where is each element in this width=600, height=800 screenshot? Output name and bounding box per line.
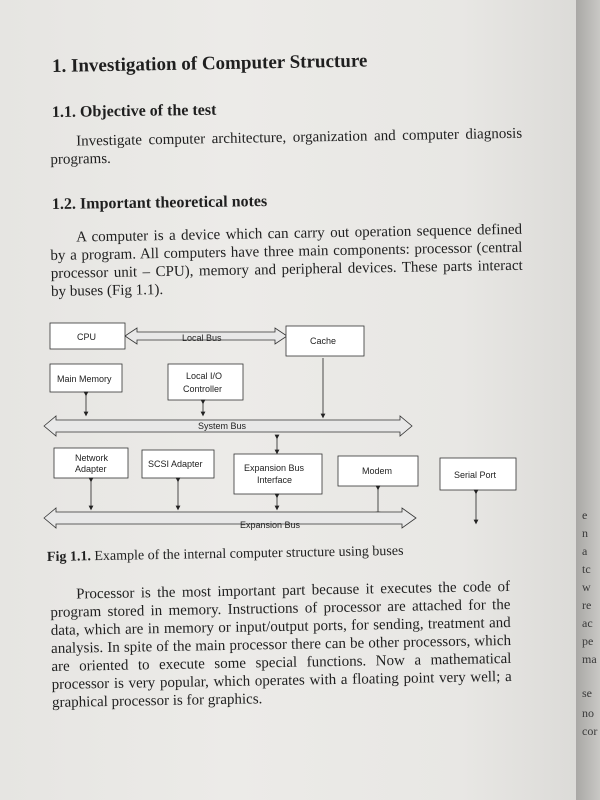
modem-label: Modem <box>362 466 393 476</box>
fragment-10: no <box>582 706 594 720</box>
system-bus-label: System Bus <box>198 421 247 431</box>
fragment-3: tc <box>582 562 591 576</box>
local-io-label-1: Local I/O <box>186 371 223 381</box>
cpu-label: CPU <box>77 332 97 342</box>
section-title: 1. Investigation of Computer Structure <box>51 50 368 77</box>
expansion-interface-label-1: Expansion Bus <box>244 463 305 473</box>
local-bus-label: Local Bus <box>182 333 222 343</box>
local-io-label-2: Controller <box>183 384 223 394</box>
bus-structure-diagram <box>40 318 420 543</box>
processor-paragraph <box>50 578 512 712</box>
notes-paragraph <box>50 221 523 301</box>
main-memory-label: Main Memory <box>57 374 112 384</box>
figure-caption-text: Example of the internal computer structure using buses <box>90 543 404 565</box>
fragment-11: cor <box>582 724 598 738</box>
fragment-9: se <box>582 686 592 700</box>
fragment-2: a <box>582 544 588 558</box>
fragment-8: ma <box>582 652 597 666</box>
figure-label: Fig 1.1. <box>46 549 92 565</box>
fragment-4: w <box>582 580 591 594</box>
network-label-1: Network <box>75 453 109 463</box>
fragment-0: e <box>582 508 588 522</box>
objective-heading: 1.1. Objective of the test <box>51 101 217 121</box>
objective-text: Investigate computer architecture, organization and computer diagnosis programs. <box>50 125 523 168</box>
serial-port-svg <box>420 450 530 530</box>
next-page-edge <box>576 0 600 800</box>
fragment-5: re <box>582 598 592 612</box>
expansion-bus-arrow <box>44 508 416 528</box>
objective-paragraph <box>50 125 523 169</box>
scsi-label: SCSI Adapter <box>148 459 203 469</box>
fragment-1: n <box>582 526 588 540</box>
fragment-7: pe <box>582 634 594 648</box>
local-io-box <box>168 364 243 400</box>
figure-caption <box>47 544 404 566</box>
notes-heading: 1.2. Important theoretical notes <box>51 192 268 213</box>
network-label-2: Adapter <box>75 464 107 474</box>
expansion-interface-label-2: Interface <box>257 475 293 485</box>
serial-port-label: Serial Port <box>454 470 497 480</box>
processor-text: Processor is the most important part because it executes the code of program stored in memory. Instructions of processor are attached for the data, which are in memory or input/output ports, for sending, treatment and analysis. In spite of the main processor there can be other processors, which are oriented to execute some special functions. Now a mathematical processor is very popular, which operates with a floating point very well; a graphical processor is for graphics. <box>50 578 512 711</box>
fragment-6: ac <box>582 616 593 630</box>
cache-label: Cache <box>310 336 337 346</box>
expansion-interface-box <box>234 454 322 494</box>
diagram-svg <box>40 318 420 543</box>
notes-text: A computer is a device which can carry out operation sequence defined by a program. All computers have three main components: processor (central processor unit – CPU), memory and peripheral devices. These parts interact by buses (Fig 1.1). <box>50 221 523 300</box>
expansion-bus-label: Expansion Bus <box>240 520 301 530</box>
